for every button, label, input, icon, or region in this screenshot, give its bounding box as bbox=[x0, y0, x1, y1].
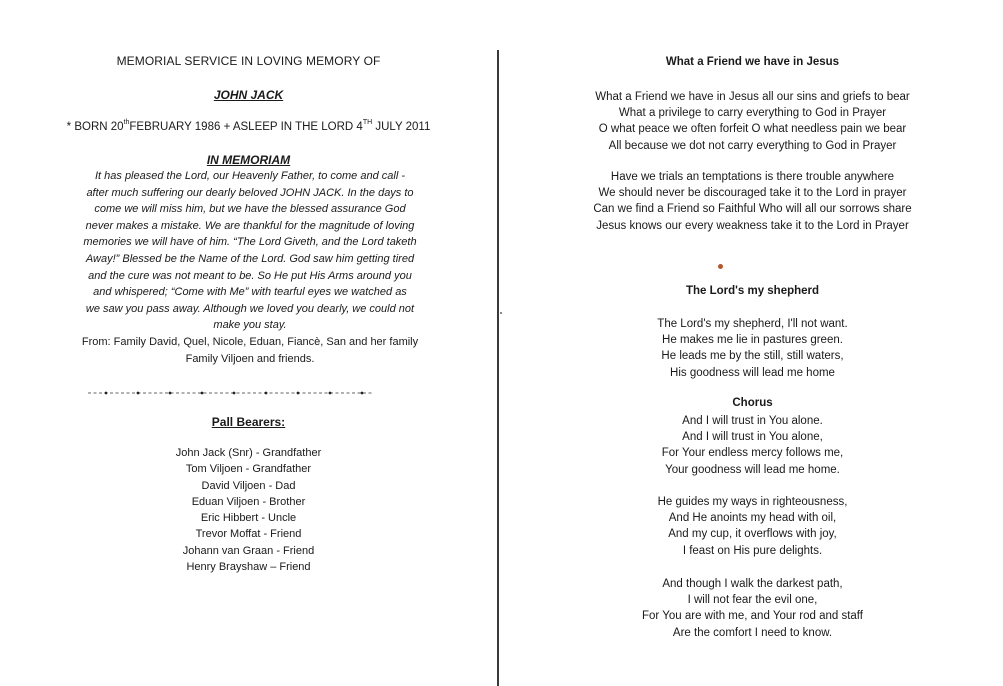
verse-line: He makes me lie in pastures green. bbox=[662, 334, 843, 347]
right-page bbox=[502, 0, 1003, 686]
memoriam-line: It has pleased the Lord, our Heavenly Father, to come and call - bbox=[94, 170, 405, 182]
list-item: Eduan Viljoen - Brother bbox=[191, 495, 306, 508]
page-fold-line bbox=[497, 50, 499, 686]
chorus-verse bbox=[502, 413, 1003, 478]
memoriam-text bbox=[20, 168, 480, 367]
verse-line: The Lord's my shepherd, I'll not want. bbox=[657, 318, 848, 330]
verse-line: O what peace we often forfeit O what needless pain we bear bbox=[598, 123, 907, 136]
verse-line: His goodness will lead me home bbox=[670, 366, 835, 379]
hymn2-title: The Lord's my shepherd bbox=[685, 285, 820, 297]
decorative-divider bbox=[88, 391, 374, 395]
verse-line: I feast on His pure delights. bbox=[682, 544, 823, 557]
verse-line: All because we dot not carry everything to God in Prayer bbox=[608, 139, 897, 152]
ink-speck bbox=[718, 264, 723, 269]
verse-line: For You are with me, and Your rod and staff bbox=[642, 610, 863, 623]
verse-line: And I will trust in You alone. bbox=[682, 415, 823, 427]
verse-line: What a Friend we have in Jesus all our sins and griefs to bear bbox=[595, 91, 910, 103]
hymn1-verse2 bbox=[502, 169, 1003, 234]
list-item: Henry Brayshaw – Friend bbox=[186, 561, 311, 574]
memoriam-title: IN MEMORIAM bbox=[206, 153, 291, 167]
list-item: John Jack (Snr) - Grandfather bbox=[175, 447, 322, 459]
verse-line: And He anoints my head with oil, bbox=[668, 512, 837, 525]
verse-line: Have we trials an temptations is there trouble anywhere bbox=[610, 171, 895, 183]
verse-line: And my cup, it overflows with joy, bbox=[668, 528, 837, 541]
memoriam-line: come we will miss him, but we have the blessed assurance God bbox=[94, 203, 406, 216]
list-item: David Viljoen - Dad bbox=[201, 479, 296, 492]
hymn1-title: What a Friend we have in Jesus bbox=[665, 56, 840, 68]
memoriam-line: and whispered; “Come with Me” with tearful eyes we watched as bbox=[93, 286, 407, 299]
verse-line: Jesus knows our every weakness take it to the Lord in Prayer bbox=[596, 219, 909, 232]
chorus-title: Chorus bbox=[732, 397, 773, 409]
hymn2-verse1 bbox=[502, 316, 1003, 381]
memoriam-line: we saw you pass away. Although we loved you dearly, we could not bbox=[85, 302, 415, 315]
list-item: Trevor Moffat - Friend bbox=[195, 528, 302, 541]
memoriam-line: memories we will have of him. “The Lord Giveth, and the Lord taketh bbox=[83, 236, 417, 249]
pall-bearers-title: Pall Bearers: bbox=[211, 415, 286, 429]
hymn2-verse2 bbox=[502, 494, 1003, 559]
from-line: From: Family David, Quel, Nicole, Eduan, Fiancè, San and her family bbox=[81, 335, 419, 348]
list-item: Johann van Graan - Friend bbox=[182, 544, 315, 557]
born-line: * BORN 20thFEBRUARY 1986 + ASLEEP IN THE LORD 4TH JULY 2011 bbox=[66, 119, 431, 133]
list-item: Eric Hibbert - Uncle bbox=[200, 512, 297, 525]
verse-line: Are the comfort I need to know. bbox=[672, 626, 833, 639]
memoriam-line: after much suffering our dearly beloved JOHN JACK. In the days to bbox=[86, 186, 414, 199]
verse-line: I will not fear the evil one, bbox=[687, 594, 818, 607]
memoriam-line: Away!” Blessed be the Name of the Lord. God saw him getting tired bbox=[85, 252, 415, 265]
list-item: Tom Viljoen - Grandfather bbox=[185, 463, 312, 476]
memoriam-line: and the cure was not meant to be. So He put His Arms around you bbox=[88, 269, 412, 282]
memoriam-line: make you stay. bbox=[213, 319, 287, 332]
verse-line: For Your endless mercy follows me, bbox=[661, 447, 844, 460]
hymn2-verse3 bbox=[502, 576, 1003, 641]
verse-line: He guides my ways in righteousness, bbox=[657, 496, 848, 508]
memoriam-line: never makes a mistake. We are thankful for the magnitude of loving bbox=[85, 219, 415, 232]
verse-line: We should never be discouraged take it to the Lord in prayer bbox=[598, 187, 907, 200]
from-line: Family Viljoen and friends. bbox=[185, 352, 315, 365]
verse-line: Your goodness will lead me home. bbox=[665, 463, 840, 476]
pall-bearers-list bbox=[0, 445, 497, 575]
verse-line: And I will trust in You alone, bbox=[682, 431, 823, 444]
left-page bbox=[0, 0, 497, 686]
deceased-name: JOHN JACK bbox=[213, 88, 284, 102]
verse-line: Can we find a Friend so Faithful Who will all our sorrows share bbox=[593, 203, 912, 216]
verse-line: And though I walk the darkest path, bbox=[662, 578, 843, 590]
memorial-header: MEMORIAL SERVICE IN LOVING MEMORY OF bbox=[116, 54, 381, 68]
hymn1-verse1 bbox=[502, 89, 1003, 154]
verse-line: He leads me by the still, still waters, bbox=[661, 350, 844, 363]
verse-line: What a privilege to carry everything to God in Prayer bbox=[618, 107, 887, 120]
